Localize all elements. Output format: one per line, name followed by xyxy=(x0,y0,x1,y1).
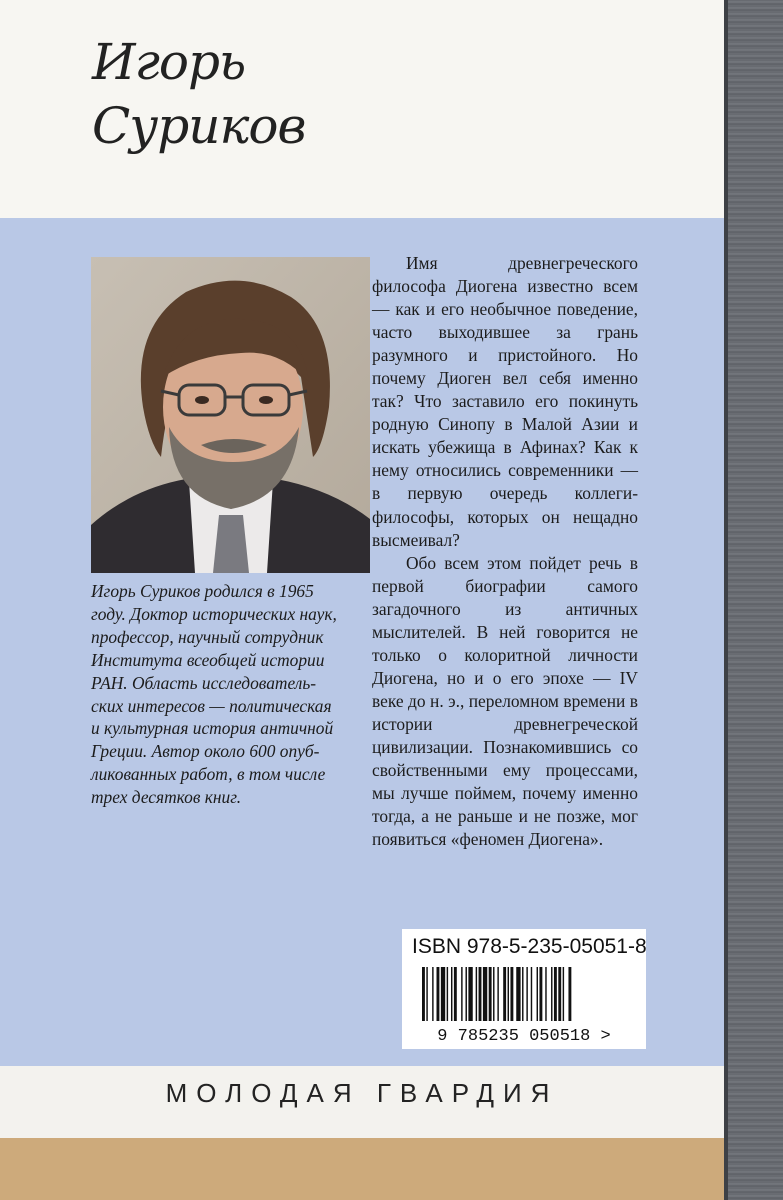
author-first-name: Игорь xyxy=(92,33,246,91)
barcode-bar xyxy=(516,967,520,1021)
barcode-bar xyxy=(441,967,445,1021)
barcode-bar xyxy=(554,967,557,1021)
bio-line: Института всеобщей истории xyxy=(91,649,325,670)
barcode-bar xyxy=(497,967,498,1021)
barcode-bar xyxy=(531,967,532,1021)
book-spine xyxy=(724,0,783,1200)
bio-line: профессор, научный сотрудник xyxy=(91,626,324,647)
barcode-bar xyxy=(545,967,546,1021)
barcode-bar xyxy=(510,967,513,1021)
isbn-number: ISBN 978-5-235-05051-8 xyxy=(412,935,647,958)
barcode-bar xyxy=(539,967,542,1021)
barcode-bar xyxy=(468,967,472,1021)
description-paragraph-1: Имя древнегреческого философа Диогена известно всем — как и его необычное поведение, часто выходившее за грань разумного и пристойного. Но почему Диоген вел себя именно так? Что заставило его покинуть родную Синопу в Малой Азии и искать убежища в Афинах? Как к нему относились современники — в первую очередь коллеги-философы, которых он нещадно высмеивал? xyxy=(372,253,638,550)
barcode-bar xyxy=(461,967,462,1021)
bio-line: Греции. Автор около 600 опуб- xyxy=(91,741,320,762)
barcode-bar xyxy=(551,967,552,1021)
barcode-bar xyxy=(454,967,457,1021)
barcode-bar xyxy=(522,967,523,1021)
bio-line: трех десятков книг. xyxy=(91,787,242,808)
barcode-bar xyxy=(526,967,527,1021)
spine-edge xyxy=(724,0,728,1200)
barcode-bar xyxy=(483,967,487,1021)
bio-line: году. Доктор исторических наук, xyxy=(91,603,337,624)
barcode-bar xyxy=(568,967,571,1021)
barcode-bar xyxy=(558,967,561,1021)
bio-line: ликованных работ, в том числе xyxy=(91,764,326,785)
barcode-bar xyxy=(437,967,440,1021)
isbn-barcode-box xyxy=(402,929,646,1049)
publisher-name: МОЛОДАЯ ГВАРДИЯ xyxy=(165,1078,559,1108)
bio-line: и культурная история античной xyxy=(91,718,334,739)
author-bio xyxy=(91,580,376,809)
author-photo xyxy=(91,257,370,573)
barcode-bar xyxy=(447,967,448,1021)
bio-line: ских интересов — политическая xyxy=(91,695,332,716)
bottom-band xyxy=(0,1138,724,1200)
bio-line: РАН. Область исследователь- xyxy=(91,672,317,693)
barcode xyxy=(408,967,640,1043)
barcode-bar xyxy=(432,967,433,1021)
author-name-title xyxy=(92,30,306,158)
barcode-bar xyxy=(479,967,482,1021)
barcode-bar xyxy=(466,967,467,1021)
description-paragraph-2: Обо всем этом пойдет речь в первой биографии самого загадочного из античных мыслителей. В ней говорится не только о колоритной личности Диогена, но и о его эпохе — IV веке до н. э., переломном времени в истории древнегреческой цивилизации. Познакомившись со свойственными ему процессами, мы лучше поймем, почему именно тогда, а не раньше и не позже, мог появиться «феномен Диогена». xyxy=(372,552,638,850)
author-last-name: Суриков xyxy=(92,97,306,155)
barcode-bar xyxy=(451,967,452,1021)
barcode-bar xyxy=(503,967,506,1021)
book-description xyxy=(372,252,638,851)
bio-line: Игорь Суриков родился в 1965 xyxy=(91,581,314,601)
barcode-bar xyxy=(422,967,425,1021)
barcode-bar xyxy=(493,967,494,1021)
author-portrait-illustration xyxy=(91,257,370,573)
barcode-bar xyxy=(426,967,427,1021)
barcode-bar xyxy=(489,967,492,1021)
barcode-bar xyxy=(476,967,477,1021)
barcode-digits: 9 785235 050518 > xyxy=(437,1027,611,1043)
barcode-bar xyxy=(537,967,538,1021)
barcode-bar xyxy=(508,967,509,1021)
barcode-bar xyxy=(563,967,564,1021)
